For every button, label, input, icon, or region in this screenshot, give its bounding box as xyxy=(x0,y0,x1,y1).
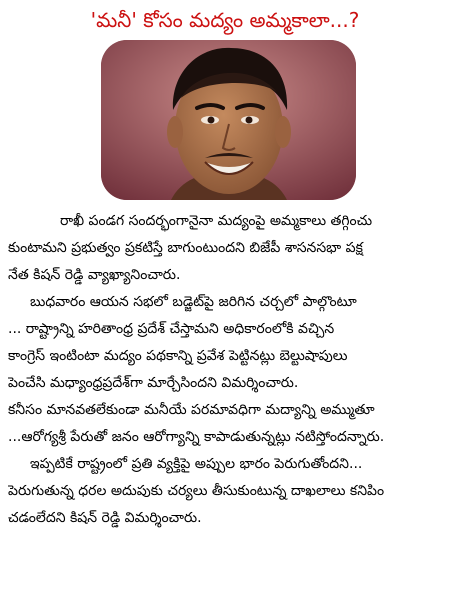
article-line: ఇప్పటికే రాష్ట్రంలో ప్రతి వ్యక్తిపై అప్పుల భారం పెరుగుతోందని... xyxy=(30,456,363,472)
article-line: నేత కిషన్ రెడ్డి వ్యాఖ్యానించారు. xyxy=(8,267,181,283)
article-line: ... రాష్ట్రాన్ని హరితాంధ్ర ప్రదేశ్ చేస్తామని అధికారంలోకి వచ్చిన xyxy=(8,321,335,337)
article-body xyxy=(8,208,444,532)
article-line: కాంగ్రెస్ ఇంటింటా మద్యం పథకాన్ని ప్రవేశ పెట్టినట్లు బెల్టుషాపులు xyxy=(8,348,348,364)
portrait-photo xyxy=(101,40,356,200)
article-line: కనీసం మానవతలేకుండా మనీయే పరమావధిగా మద్యాన్ని అమ్ముతూ xyxy=(8,402,375,418)
portrait-photo-icon xyxy=(101,40,356,200)
article-line: కుంటామని ప్రభుత్వం ప్రకటిస్తే బాగుంటుందని బిజేపీ శాసనసభా పక్ష xyxy=(8,240,363,256)
article-line: రాఖీ పండగ సందర్భంగానైనా మద్యంపై అమ్మకాలు తగ్గించు xyxy=(60,213,373,229)
headline: 'మనీ' కోసం మద్యం అమ్మకాలా...? xyxy=(90,8,360,32)
article-line: పెంచేసి మధ్యాంధ్రప్రదేశ్‌గా మార్చేసిందని విమర్శించారు. xyxy=(8,375,299,391)
article-line: పెరుగుతున్న ధరల అదుపుకు చర్యలు తీసుకుంటున్న దాఖలాలు కనిపిం xyxy=(8,483,385,499)
article-line: చడంలేదని కిషన్ రెడ్డి విమర్శించారు. xyxy=(8,510,202,526)
article-line: ...ఆరోగ్యశ్రీ పేరుతో జనం ఆరోగ్యాన్ని కాపాడుతున్నట్లు నటిస్తోందన్నారు. xyxy=(8,429,385,445)
article-line: బుధవారం ఆయన సభలో బడ్జెట్‌పై జరిగిన చర్చలో పాల్గొంటూ xyxy=(30,294,357,310)
